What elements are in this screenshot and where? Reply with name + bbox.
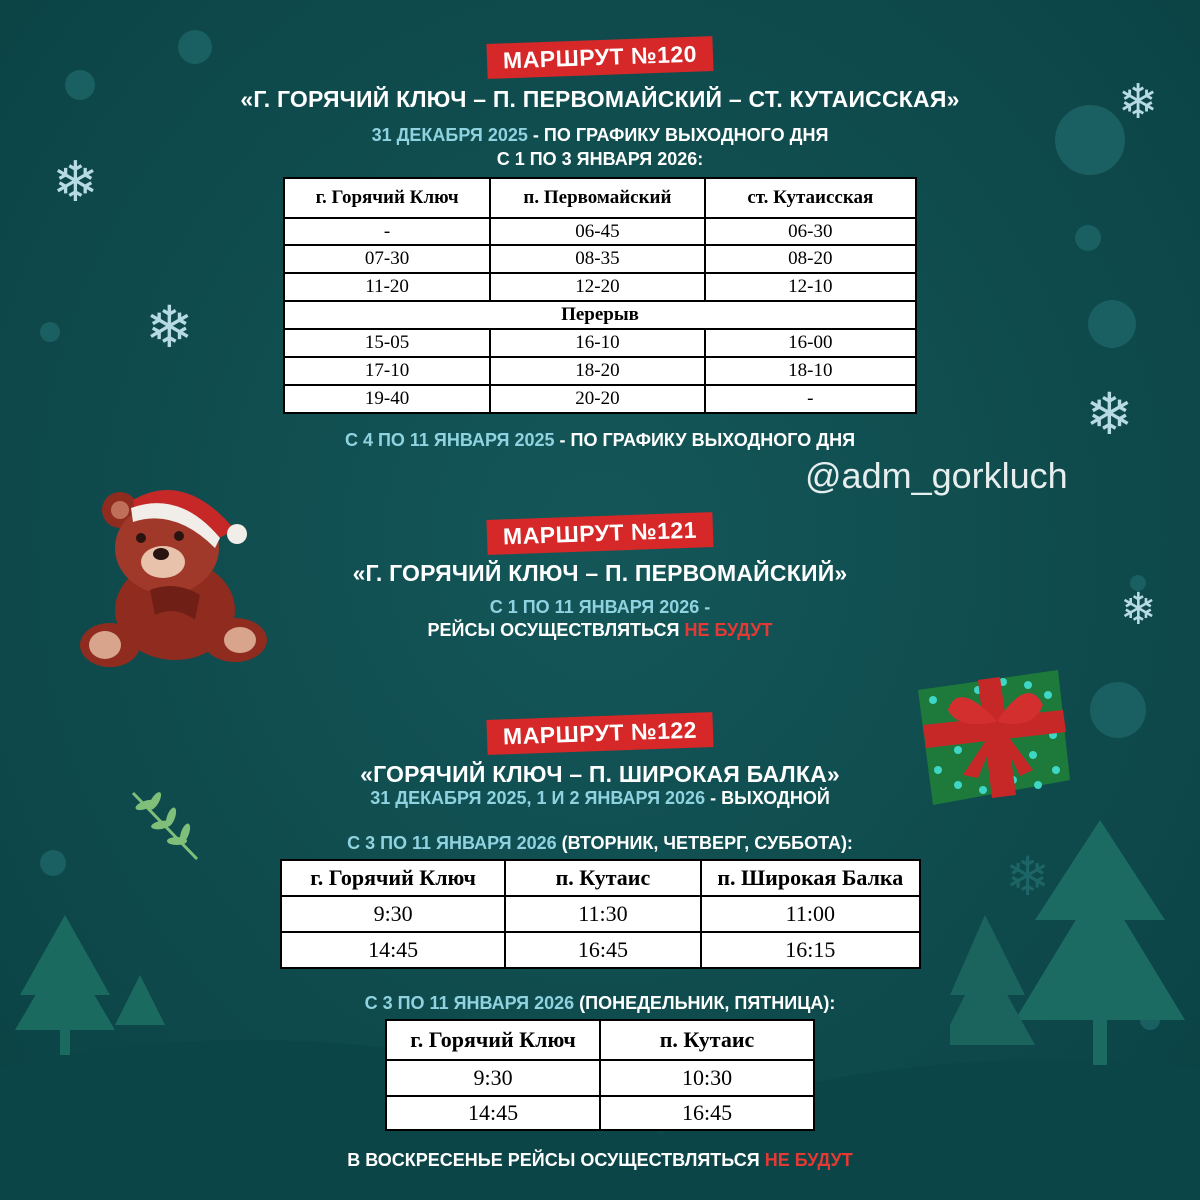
table-row bbox=[284, 245, 916, 273]
column-header: п. Широкая Балка bbox=[701, 860, 920, 896]
table-cell: 07-30 bbox=[284, 245, 490, 273]
route-121-note bbox=[0, 620, 1200, 641]
route-120-note-1 bbox=[0, 125, 1200, 146]
table-cell: 16:45 bbox=[600, 1096, 814, 1130]
table-cell: 19-40 bbox=[284, 385, 490, 413]
route-122-title: «ГОРЯЧИЙ КЛЮЧ – П. ШИРОКАЯ БАЛКА» bbox=[360, 761, 840, 787]
table-cell: - bbox=[705, 385, 916, 413]
column-header: ст. Кутаисская bbox=[705, 178, 916, 218]
table-cell: 16:45 bbox=[505, 932, 700, 968]
table-cell: 16:15 bbox=[701, 932, 920, 968]
bg-dot bbox=[1090, 682, 1146, 738]
table-cell: 11:00 bbox=[701, 896, 920, 932]
holiday-text: - ВЫХОДНОЙ bbox=[705, 788, 830, 808]
snowflake-icon: ❄ bbox=[1120, 584, 1157, 635]
bg-dot bbox=[1088, 300, 1136, 348]
route-122-schedule-1-heading bbox=[0, 833, 1200, 854]
table-cell: 18-20 bbox=[490, 357, 704, 385]
bg-dot bbox=[40, 322, 60, 342]
column-header: п. Первомайский bbox=[490, 178, 704, 218]
column-header: п. Кутаис bbox=[505, 860, 700, 896]
table-row bbox=[386, 1096, 814, 1130]
table-cell: 06-45 bbox=[490, 218, 704, 245]
snowflake-icon: ❄ bbox=[52, 150, 99, 215]
table-row bbox=[281, 896, 920, 932]
table-header-row bbox=[281, 860, 920, 896]
route-121-title: «Г. ГОРЯЧИЙ КЛЮЧ – П. ПЕРВОМАЙСКИЙ» bbox=[352, 560, 848, 586]
route-121-note-date: С 1 ПО 11 ЯНВАРЯ 2026 - bbox=[489, 597, 711, 617]
column-header: г. Горячий Ключ bbox=[284, 178, 490, 218]
table-cell: 15-05 bbox=[284, 329, 490, 357]
footer-text: - ПО ГРАФИКУ ВЫХОДНОГО ДНЯ bbox=[554, 430, 856, 450]
route-121-badge: МАРШРУТ №121 bbox=[486, 512, 713, 555]
table-cell: 16-00 bbox=[705, 329, 916, 357]
table-cell: 14:45 bbox=[386, 1096, 600, 1130]
column-header: п. Кутаис bbox=[600, 1020, 814, 1060]
table-row bbox=[284, 385, 916, 413]
snowflake-icon: ❄ bbox=[145, 293, 194, 361]
footer-date: С 4 ПО 11 ЯНВАРЯ 2025 bbox=[344, 430, 555, 450]
note-text: - ПО ГРАФИКУ ВЫХОДНОГО ДНЯ bbox=[527, 125, 829, 145]
route-120-note-2: С 1 ПО 3 ЯНВАРЯ 2026: bbox=[496, 149, 704, 169]
social-handle: @adm_gorkluch bbox=[805, 455, 1068, 496]
schedule-days: (ПОНЕДЕЛЬНИК, ПЯТНИЦА): bbox=[574, 993, 836, 1013]
table-cell: 08-20 bbox=[705, 245, 916, 273]
table-cell: 06-30 bbox=[705, 218, 916, 245]
table-cell: 10:30 bbox=[600, 1060, 814, 1096]
table-cell: 18-10 bbox=[705, 357, 916, 385]
route-122-table-2 bbox=[385, 1019, 815, 1131]
snowflake-icon: ❄ bbox=[1005, 845, 1051, 908]
table-cell: 11:30 bbox=[505, 896, 700, 932]
table-cell: 17-10 bbox=[284, 357, 490, 385]
break-row bbox=[284, 301, 916, 329]
note-warning: НЕ БУДУТ bbox=[684, 620, 773, 640]
route-120-title: «Г. ГОРЯЧИЙ КЛЮЧ – П. ПЕРВОМАЙСКИЙ – СТ. КУТАИССКАЯ» bbox=[240, 86, 960, 112]
table-cell: 12-10 bbox=[705, 273, 916, 301]
schedule-date: С 3 ПО 11 ЯНВАРЯ 2026 bbox=[347, 833, 557, 853]
table-cell: - bbox=[284, 218, 490, 245]
break-label: Перерыв bbox=[284, 301, 916, 329]
route-122-schedule-2-heading bbox=[0, 993, 1200, 1014]
holiday-date: 31 ДЕКАБРЯ 2025, 1 И 2 ЯНВАРЯ 2026 bbox=[370, 788, 706, 808]
schedule-date: С 3 ПО 11 ЯНВАРЯ 2026 bbox=[364, 993, 575, 1013]
snowflake-icon: ❄ bbox=[1085, 380, 1134, 448]
note-text: РЕЙСЫ ОСУЩЕСТВЛЯТЬСЯ bbox=[427, 620, 685, 640]
bg-dot bbox=[1075, 225, 1101, 251]
table-cell: 08-35 bbox=[490, 245, 704, 273]
table-cell: 12-20 bbox=[490, 273, 704, 301]
schedule-days: (ВТОРНИК, ЧЕТВЕРГ, СУББОТА): bbox=[556, 833, 853, 853]
route-122-badge: МАРШРУТ №122 bbox=[486, 712, 713, 755]
note-text: В ВОСКРЕСЕНЬЕ РЕЙСЫ ОСУЩЕСТВЛЯТЬСЯ bbox=[347, 1150, 765, 1170]
route-120-footer bbox=[0, 430, 1200, 451]
table-cell: 20-20 bbox=[490, 385, 704, 413]
route-122-holiday bbox=[0, 788, 1200, 809]
table-cell: 16-10 bbox=[490, 329, 704, 357]
table-cell: 14:45 bbox=[281, 932, 505, 968]
note-warning: НЕ БУДУТ bbox=[764, 1150, 853, 1170]
route-122-sunday-note bbox=[0, 1150, 1200, 1171]
table-row bbox=[386, 1060, 814, 1096]
column-header: г. Горячий Ключ bbox=[281, 860, 505, 896]
table-row bbox=[284, 218, 916, 245]
table-header-row bbox=[386, 1020, 814, 1060]
table-cell: 9:30 bbox=[281, 896, 505, 932]
note-date: 31 ДЕКАБРЯ 2025 bbox=[371, 125, 528, 145]
route-120-table bbox=[283, 177, 917, 414]
route-120-badge: МАРШРУТ №120 bbox=[486, 36, 713, 79]
table-header-row bbox=[284, 178, 916, 218]
table-row bbox=[284, 357, 916, 385]
tree-icon bbox=[15, 905, 165, 1055]
table-row bbox=[284, 329, 916, 357]
table-cell: 9:30 bbox=[386, 1060, 600, 1096]
route-122-table-1 bbox=[280, 859, 921, 969]
snowflake-icon: ❄ bbox=[1118, 74, 1159, 130]
bg-dot bbox=[178, 30, 212, 64]
tree-icon bbox=[950, 820, 1190, 1080]
table-cell: 11-20 bbox=[284, 273, 490, 301]
column-header: г. Горячий Ключ bbox=[386, 1020, 600, 1060]
table-row bbox=[284, 273, 916, 301]
table-row bbox=[281, 932, 920, 968]
